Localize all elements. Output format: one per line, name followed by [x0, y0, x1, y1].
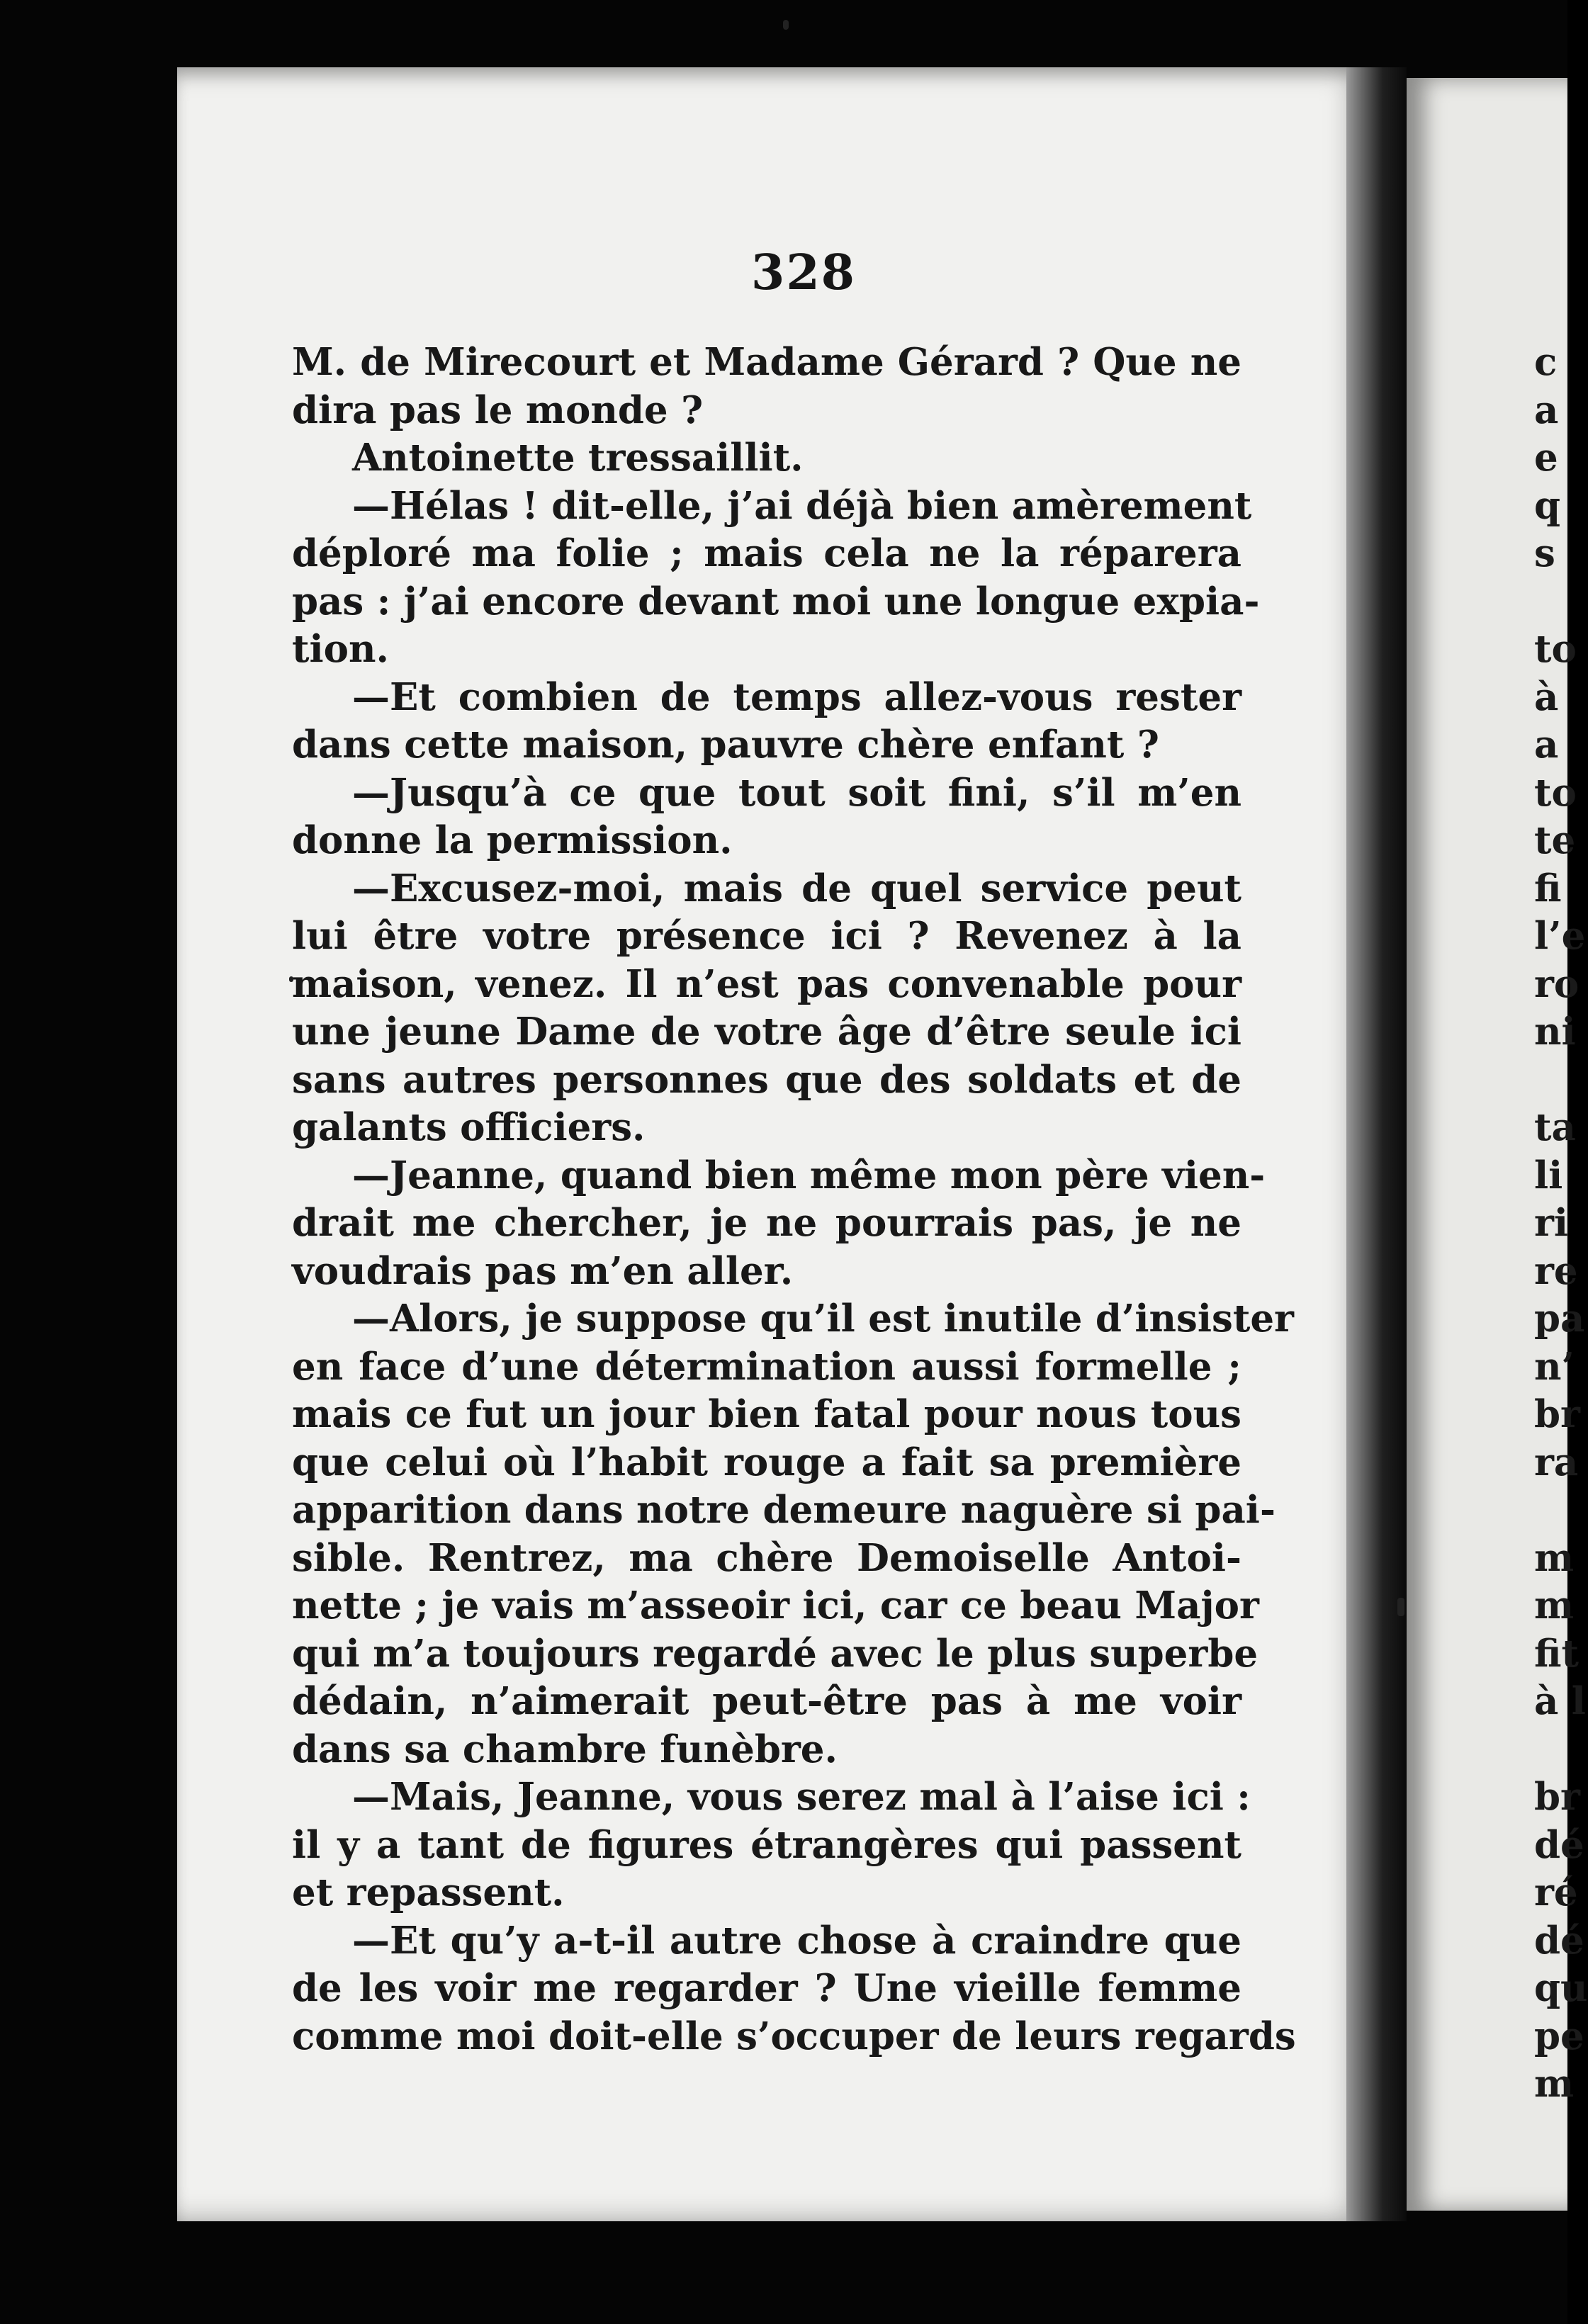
text-line: il y a tant de figures étrangères qui passent [292, 1822, 1241, 1867]
right-page-fragment: to [1534, 627, 1577, 671]
right-page-fragment: s [1534, 531, 1555, 575]
text-line: une jeune Dame de votre âge d’être seule ici [292, 1010, 1241, 1054]
right-page-fragment [1534, 578, 1588, 626]
text-line: —Hélas ! dit-elle, j’ai déjà bien amèrement [352, 483, 1252, 528]
right-page-fragment: dé [1534, 1822, 1584, 1867]
right-page-fragment: to [1534, 770, 1577, 815]
text-line: —Excusez-moi, mais de quel service peut [352, 866, 1241, 910]
text-line: —Et combien de temps allez-vous rester [352, 675, 1241, 719]
text-line: pas : j’ai encore devant moi une longue expia- [292, 579, 1260, 624]
right-page-fragment: pe [1534, 2014, 1584, 2058]
right-page-fragment: à [1534, 675, 1559, 719]
text-line: drait me chercher, je ne pourrais pas, je ne [292, 1201, 1241, 1245]
right-page-fragment: q [1534, 483, 1561, 528]
right-page-fragment [1534, 1726, 1588, 1774]
text-line: voudrais pas m’en aller. [292, 1248, 794, 1293]
text-line: tion. [292, 627, 389, 671]
text-line: de les voir me regarder ? Une vieille femme [292, 1966, 1241, 2010]
text-line: dans cette maison, pauvre chère enfant ? [292, 723, 1159, 767]
scan-speck [1397, 1598, 1404, 1616]
text-line: —Alors, je suppose qu’il est inutile d’insister [352, 1297, 1294, 1341]
text-line: —Et qu’y a-t-il autre chose à craindre que [352, 1918, 1241, 1963]
text-line: —Mais, Jeanne, vous serez mal à l’aise ici : [352, 1775, 1251, 1819]
right-page-fragment: n’ [1534, 1344, 1575, 1389]
right-page-fragment: fit [1534, 1631, 1579, 1676]
right-page-fragment [1534, 1056, 1588, 1105]
right-page-fragment: pa [1534, 1297, 1585, 1341]
right-page-fragment: à l [1534, 1679, 1586, 1723]
text-line: maison, venez. Il n’est pas convenable pour [292, 961, 1241, 1006]
text-line: sible. Rentrez, ma chère Demoiselle Antoi- [292, 1535, 1241, 1580]
right-page-fragment: m [1534, 1535, 1575, 1580]
text-line: Antoinette tressaillit. [352, 436, 804, 480]
book-gutter [1346, 67, 1407, 2221]
text-line: que celui où l’habit rouge a fait sa première [292, 1440, 1241, 1484]
text-line: —Jusqu’à ce que tout soit fini, s’il m’en [352, 770, 1241, 815]
right-page-fragment: ro [1534, 961, 1579, 1006]
text-line: dira pas le monde ? [292, 388, 704, 432]
right-page-fragment: ta [1534, 1105, 1576, 1149]
right-page-fragment: a [1534, 723, 1559, 767]
page-number: 328 [751, 244, 856, 301]
right-page-fragment: qu [1534, 1966, 1588, 2010]
text-line: M. de Mirecourt et Madame Gérard ? Que ne [292, 340, 1241, 384]
page-body-text [292, 339, 1296, 2060]
scan-speck [783, 20, 789, 30]
right-page-fragment: re [1534, 1248, 1578, 1293]
text-line: sans autres personnes que des soldats et de [292, 1057, 1241, 1102]
right-page-fragment: l’e [1534, 914, 1586, 958]
text-line: galants officiers. [292, 1105, 646, 1149]
text-line: déploré ma folie ; mais cela ne la réparera [292, 531, 1241, 575]
right-page-fragment: br [1534, 1775, 1580, 1819]
right-page-fragment: ri [1534, 1201, 1569, 1245]
text-line: —Jeanne, quand bien même mon père vien- [352, 1153, 1266, 1197]
right-page-fragment: c [1534, 340, 1558, 384]
right-page-fragment: ra [1534, 1440, 1579, 1484]
right-page-fragment: a [1534, 388, 1559, 432]
text-line: comme moi doit-elle s’occuper de leurs regards [292, 2014, 1296, 2058]
text-line: apparition dans notre demeure naguère si pai- [292, 1488, 1276, 1532]
text-line: en face d’une détermination aussi formelle ; [292, 1344, 1241, 1389]
text-line: qui m’a toujours regardé avec le plus superbe [292, 1631, 1258, 1676]
text-line: dans sa chambre funèbre. [292, 1727, 838, 1771]
right-page-fragment: br [1534, 1392, 1580, 1436]
right-page-fragment: dé [1534, 1918, 1584, 1963]
right-page-fragment: li [1534, 1153, 1563, 1197]
right-page-fragment: m [1534, 2062, 1575, 2106]
text-line: lui être votre présence ici ? Revenez à la [292, 914, 1241, 958]
right-page-fragment [1534, 1487, 1588, 1535]
right-page-fragment: m [1534, 1584, 1575, 1628]
text-line: dédain, n’aimerait peut-être pas à me voir [292, 1679, 1241, 1723]
right-page-fragment: te [1534, 818, 1576, 862]
right-page-fragment: ré [1534, 1871, 1578, 1914]
right-page-fragment: ni [1534, 1010, 1576, 1054]
text-line: nette ; je vais m’asseoir ici, car ce beau Major [292, 1584, 1259, 1628]
text-line: mais ce fut un jour bien fatal pour nous tous [292, 1392, 1241, 1436]
right-page-text-fragments [1534, 339, 1588, 2109]
right-page-fragment: e [1534, 436, 1558, 480]
text-line: et repassent. [292, 1871, 565, 1914]
right-page-fragment: fi [1534, 866, 1562, 910]
text-line: donne la permission. [292, 818, 733, 862]
